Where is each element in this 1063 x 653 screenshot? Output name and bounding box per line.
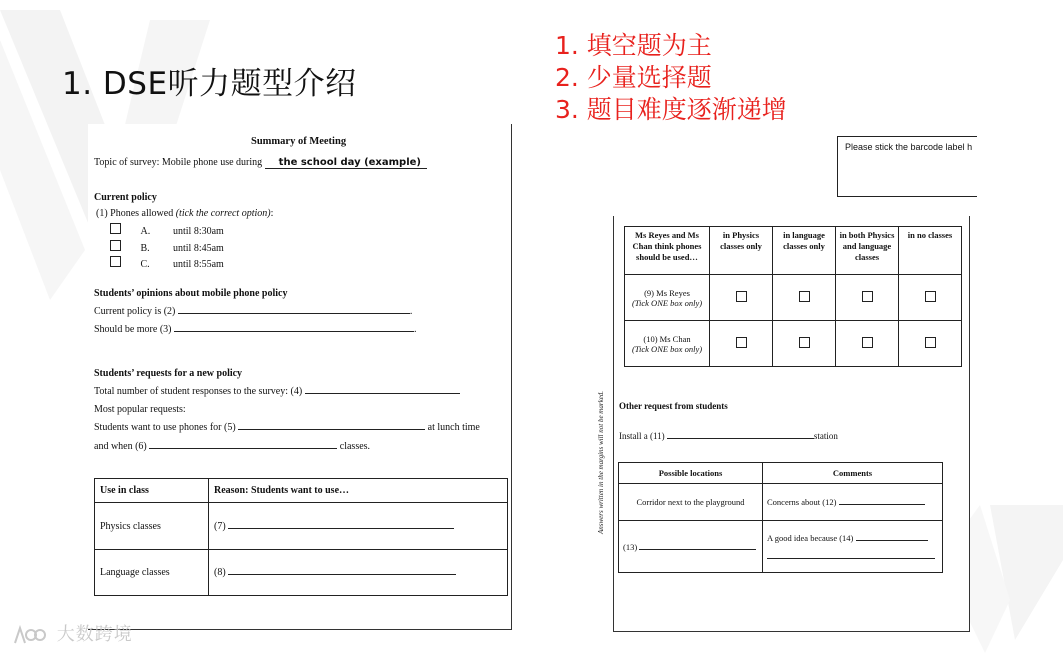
chan-name: (10) Ms Chan — [643, 333, 691, 344]
reyes-none-cell — [899, 275, 962, 321]
use-in-class-table — [94, 478, 508, 596]
install-label: Install a (11) — [619, 431, 665, 441]
key-point-2: 2. 少量选择题 — [555, 63, 712, 92]
answer-blank-14-line-2[interactable] — [767, 558, 935, 559]
loc-row-2-location — [619, 521, 763, 573]
chan-language-cell — [773, 321, 836, 367]
total-responses-line — [94, 386, 460, 397]
at-lunch-label: at lunch time — [427, 422, 480, 433]
table-row — [619, 484, 943, 521]
loc-header-comments: Comments — [763, 463, 943, 484]
opinion-header-3: in both Physics and language classes — [836, 227, 899, 275]
option-c-letter: C. — [140, 259, 150, 270]
brand-logo — [12, 620, 133, 646]
current-policy-is-line: Current policy is (2) . — [94, 306, 413, 317]
blank-label-8: (8) — [214, 567, 226, 578]
loc-header-locations: Possible locations — [619, 463, 763, 484]
opinion-header-1: in Physics classes only — [710, 227, 773, 275]
reyes-both-checkbox[interactable] — [862, 291, 873, 302]
barcode-label-box: Please stick the barcode label h — [837, 136, 977, 197]
option-c-text: until 8:55am — [173, 259, 224, 270]
loc-header-row — [619, 463, 943, 484]
answer-blank-11[interactable] — [667, 438, 814, 439]
topic-line — [94, 157, 427, 168]
reyes-language-cell — [773, 275, 836, 321]
table-row — [619, 521, 943, 573]
row-reason-language — [209, 550, 508, 596]
comment-12-label: Concerns about (12) — [767, 497, 837, 507]
install-line — [619, 431, 838, 441]
phones-allowed-label: (1) Phones allowed — [96, 208, 174, 219]
opinion-row-reyes-label — [625, 275, 710, 321]
opinion-table — [624, 226, 962, 367]
opinion-header-4: in no classes — [899, 227, 962, 275]
location-13-label: (13) — [623, 541, 638, 552]
reyes-hint: (Tick ONE box only) — [631, 297, 703, 308]
should-be-more-line: Should be more (3) . — [94, 324, 417, 335]
brand-logo-icon — [12, 624, 46, 646]
reyes-none-checkbox[interactable] — [925, 291, 936, 302]
option-b — [110, 240, 224, 254]
loc-row-1-location: Corridor next to the playground — [619, 484, 763, 521]
most-popular-label: Most popular requests: — [94, 404, 186, 415]
loc-row-2-comment — [763, 521, 943, 573]
reyes-name: (9) Ms Reyes — [644, 287, 690, 298]
reyes-language-checkbox[interactable] — [799, 291, 810, 302]
slide-title: 1. DSE听力题型介绍 — [62, 66, 357, 102]
requests-heading: Students’ requests for a new policy — [94, 368, 243, 379]
option-b-text: until 8:45am — [173, 243, 224, 254]
chan-physics-cell — [710, 321, 773, 367]
answer-blank-13[interactable] — [639, 549, 756, 550]
locations-table — [618, 462, 943, 573]
option-a-checkbox[interactable] — [110, 223, 121, 234]
table-row — [95, 550, 508, 596]
chan-none-checkbox[interactable] — [925, 337, 936, 348]
table-row — [95, 503, 508, 550]
chan-hint: (Tick ONE box only) — [631, 343, 703, 354]
option-b-letter: B. — [140, 243, 150, 254]
chan-physics-checkbox[interactable] — [736, 337, 747, 348]
loc-row-1-comment — [763, 484, 943, 521]
answer-blank-4[interactable] — [305, 393, 460, 394]
option-c — [110, 256, 224, 270]
option-b-checkbox[interactable] — [110, 240, 121, 251]
chan-both-cell — [836, 321, 899, 367]
opinion-header-2: in language classes only — [773, 227, 836, 275]
option-a-text: until 8:30am — [173, 226, 224, 237]
and-when-line — [94, 441, 370, 452]
reyes-physics-cell — [710, 275, 773, 321]
should-be-more-label: Should be more (3) — [94, 324, 172, 335]
header-reason: Reason: Students want to use… — [209, 479, 508, 503]
chan-both-checkbox[interactable] — [862, 337, 873, 348]
total-responses-label: Total number of student responses to the survey: (4) — [94, 386, 303, 397]
answer-blank-8[interactable] — [228, 574, 456, 575]
topic-answer: the school day (example) — [265, 157, 427, 169]
table-header-row — [95, 479, 508, 503]
answer-blank-12[interactable] — [839, 504, 925, 505]
answer-sheet-page — [613, 216, 970, 632]
station-label: station — [813, 431, 838, 441]
reyes-both-cell — [836, 275, 899, 321]
summary-of-meeting-sheet — [88, 124, 512, 630]
other-request-heading: Other request from students — [619, 401, 728, 411]
and-when-label: and when (6) — [94, 441, 147, 452]
summary-heading: Summary of Meeting — [251, 136, 347, 147]
reyes-physics-checkbox[interactable] — [736, 291, 747, 302]
row-use-language: Language classes — [95, 550, 209, 596]
phones-allowed-line: (1) Phones allowed (tick the correct option): — [96, 208, 274, 219]
phones-allowed-hint: (tick the correct option) — [175, 208, 271, 219]
table-row — [625, 275, 962, 321]
classes-label: classes. — [339, 441, 371, 452]
opinion-header-row — [625, 227, 962, 275]
row-use-physics: Physics classes — [95, 503, 209, 550]
opinion-header-0: Ms Reyes and Ms Chan think phones should be used… — [625, 227, 710, 275]
header-use-in-class: Use in class — [95, 479, 209, 503]
chan-none-cell — [899, 321, 962, 367]
option-a-letter: A. — [140, 226, 151, 237]
students-want-label: Students want to use phones for (5) — [94, 422, 236, 433]
option-a — [110, 223, 224, 237]
answer-blank-3[interactable] — [174, 331, 414, 332]
blank-label-7: (7) — [214, 520, 226, 532]
students-want-line — [94, 422, 480, 433]
answer-blank-7[interactable] — [228, 528, 454, 529]
key-points-list — [555, 30, 787, 126]
comment-14-label: A good idea because (14) — [767, 532, 854, 543]
current-policy-heading: Current policy — [94, 192, 157, 203]
option-c-checkbox[interactable] — [110, 256, 121, 267]
answer-blank-6[interactable] — [149, 448, 337, 449]
key-point-1: 1. 填空题为主 — [555, 31, 712, 60]
row-reason-physics — [209, 503, 508, 550]
current-policy-is-label: Current policy is (2) — [94, 306, 176, 317]
chan-language-checkbox[interactable] — [799, 337, 810, 348]
key-point-3: 3. 题目难度逐渐递增 — [555, 95, 787, 124]
brand-logo-text: 大数跨境 — [56, 624, 133, 645]
table-row — [625, 321, 962, 367]
topic-label: Topic of survey: Mobile phone use during — [94, 157, 263, 168]
opinions-heading: Students’ opinions about mobile phone policy — [94, 288, 288, 299]
opinion-row-chan-label — [625, 321, 710, 367]
margin-note: Answers written in the margins will not be marked. — [597, 390, 605, 535]
answer-blank-5[interactable] — [238, 429, 425, 430]
answer-blank-2[interactable] — [178, 313, 410, 314]
answer-blank-14[interactable] — [856, 540, 928, 541]
